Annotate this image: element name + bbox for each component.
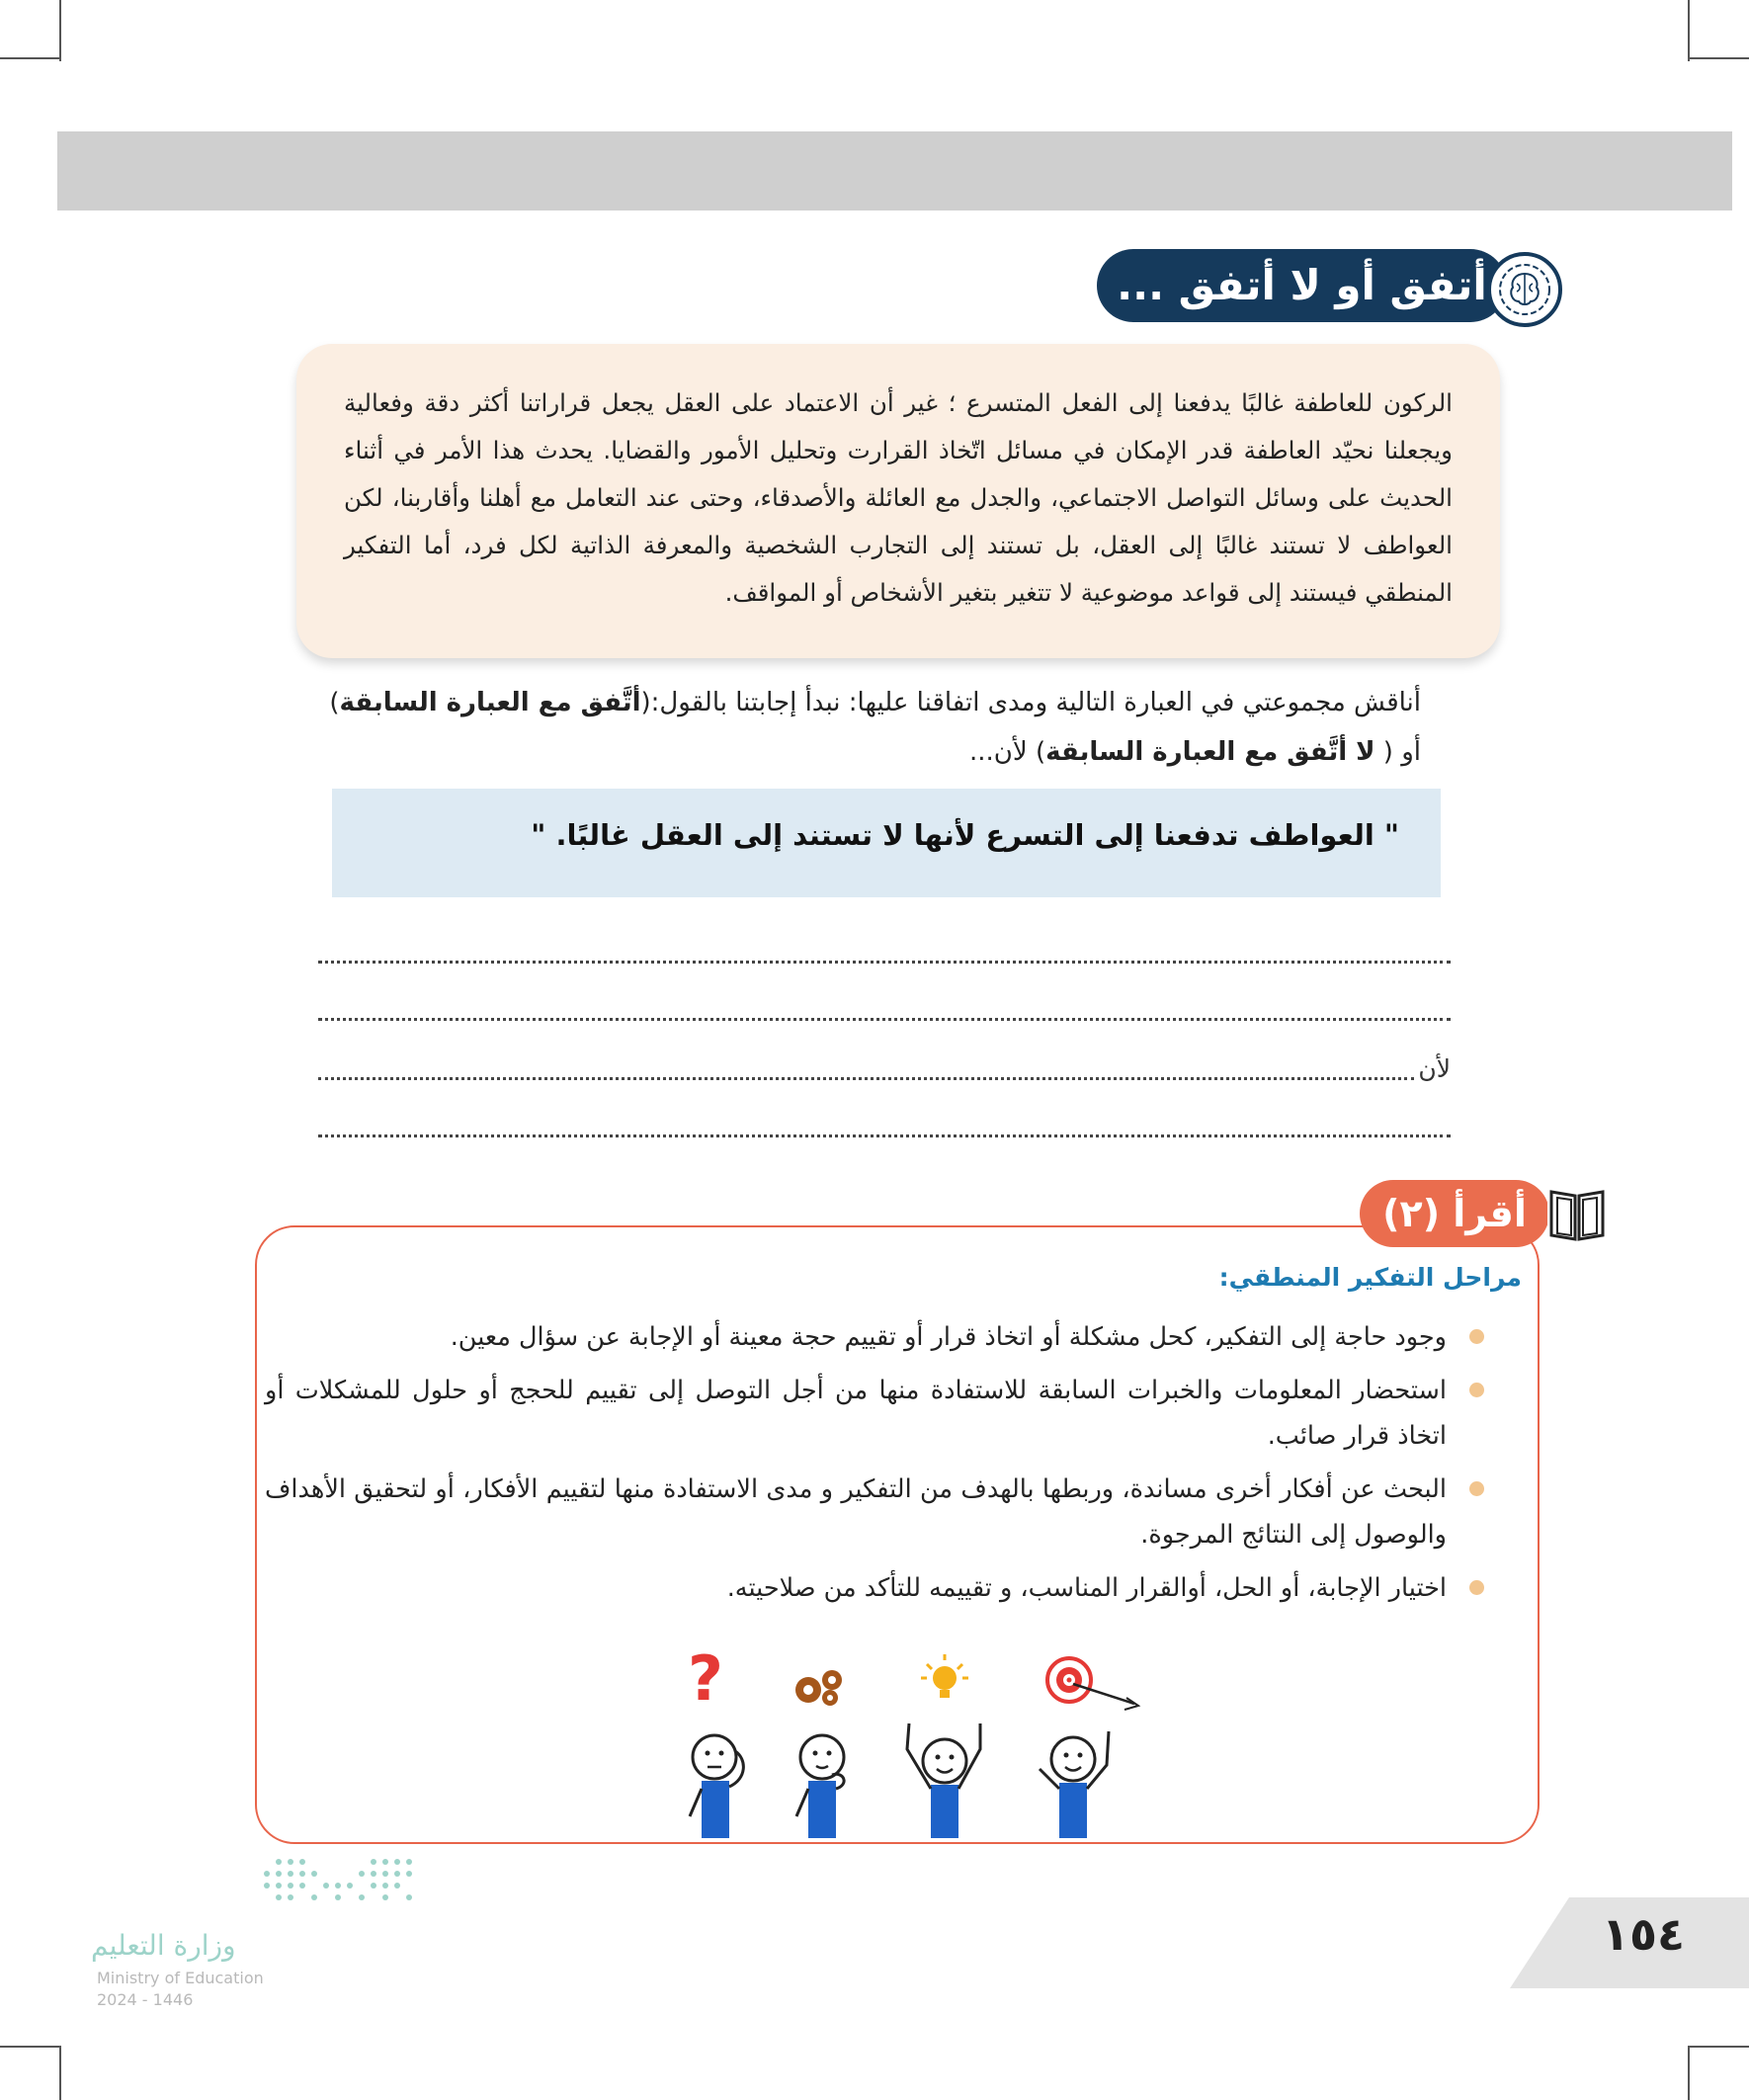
section-title: أتفق أو لا أتفق ... (1097, 249, 1507, 322)
discussion-instruction (296, 678, 1421, 777)
crop-mark (59, 0, 61, 61)
page-number: ١٥٤ (1601, 1907, 1686, 1961)
idea-figure (907, 1654, 980, 1838)
edition-year: 2024 - 1446 (97, 1990, 194, 2009)
section-header (1097, 249, 1571, 326)
crop-mark (1688, 2046, 1749, 2048)
crop-mark (1688, 57, 1749, 59)
answer-line-because[interactable] (318, 1050, 1451, 1089)
because-label: لأن (1418, 1054, 1451, 1083)
intro-paragraph: الركون للعاطفة غالبًا يدفعنا إلى الفعل المتسرع ؛ غير أن الاعتماد على العقل يجعل قراراتنا أكثر دقة وفعالية ويجعلنا نحيّد العاطفة قدر الإمكان في مسائل اتّخاذ القرارت وتحليل الأمور والقضايا. يحدث هذا الأمر في أثناء الحديث على وسائل التواصل الاجتماعي، والجدل مع العائلة والأصدقاء، وحتى عند التعامل مع أهلنا وأقاربنا، لكن العواطف لا تستند غالبًا إلى العقل، بل تستند إلى التجارب الشخصية والمعرفة الذاتية لكل فرد، أما التفكير المنطقي فيستند إلى قواعد موضوعية لا تتغير بتغير الأشخاص أو المواقف. (344, 388, 1453, 607)
list-item: وجود حاجة إلى التفكير، كحل مشكلة أو اتخاذ قرار أو تقييم حجة معينة أو الإجابة عن سؤال معين. (265, 1314, 1490, 1360)
question-figure (688, 1642, 743, 1838)
intro-box (296, 344, 1500, 658)
crop-mark (0, 2046, 61, 2048)
lightbulb-icon (921, 1654, 968, 1698)
instruction-because: ) لأن... (968, 737, 1046, 767)
instruction-or: أو ( (1374, 737, 1421, 767)
read-tab (1360, 1180, 1607, 1251)
crop-mark (0, 57, 61, 59)
open-book-icon (1547, 1184, 1607, 1245)
read-label: أقرأ (٢) (1360, 1180, 1549, 1247)
crop-mark (59, 2046, 61, 2100)
instruction-text: أناقش مجموعتي في العبارة التالية ومدى اتفاقنا عليها: نبدأ إجابتنا بالقول:( (640, 688, 1421, 717)
crop-mark (1688, 0, 1690, 61)
answer-line[interactable] (318, 990, 1451, 1030)
brain-gear-icon (1487, 252, 1562, 327)
agree-option: أتَّفق مع العبارة السابقة (339, 688, 641, 717)
stages-list (265, 1314, 1490, 1619)
list-item: البحث عن أفكار أخرى مساندة، وربطها بالهدف من التفكير و مدى الاستفادة منها لتقييم الأفكار، أو لتحقيق الأهداف والوصول إلى النتائج المرجوة. (265, 1467, 1490, 1557)
read-title: مراحل التفكير المنطقي: (1218, 1263, 1522, 1292)
question-mark-icon: ? (688, 1642, 723, 1715)
ministry-name-en: Ministry of Education (97, 1969, 264, 1987)
target-icon (1047, 1658, 1138, 1710)
crop-mark (1688, 2046, 1690, 2100)
quote-text: " العواطف تدفعنا إلى التسرع لأنها لا تستند إلى العقل غالبًا. " (531, 818, 1399, 852)
list-item: استحضار المعلومات والخبرات السابقة للاستفادة منها من أجل التوصل إلى تقييم للحجج أو حلول للمشكلات أو اتخاذ قرار صائب. (265, 1368, 1490, 1459)
gears-figure (795, 1670, 844, 1838)
list-item: اختيار الإجابة، أو الحل، أوالقرار المناسب، و تقييمه للتأكد من صلاحيته. (265, 1565, 1490, 1611)
disagree-option: لا أتَّفق مع العبارة السابقة (1045, 737, 1375, 767)
answer-line[interactable] (318, 1107, 1451, 1146)
instruction-paren: ) (329, 688, 340, 717)
ministry-name-ar: وزارة التعليم (91, 1929, 236, 1962)
ministry-dots-emblem (180, 1854, 437, 1923)
quote-box (332, 789, 1441, 897)
thinking-figures-illustration (652, 1640, 1206, 1838)
gears-icon (795, 1670, 842, 1706)
page-number-tab (1510, 1897, 1749, 1988)
ministry-logo (91, 1854, 387, 2022)
target-figure (1040, 1658, 1138, 1838)
top-gray-band (57, 131, 1732, 210)
answer-line[interactable] (318, 933, 1451, 972)
